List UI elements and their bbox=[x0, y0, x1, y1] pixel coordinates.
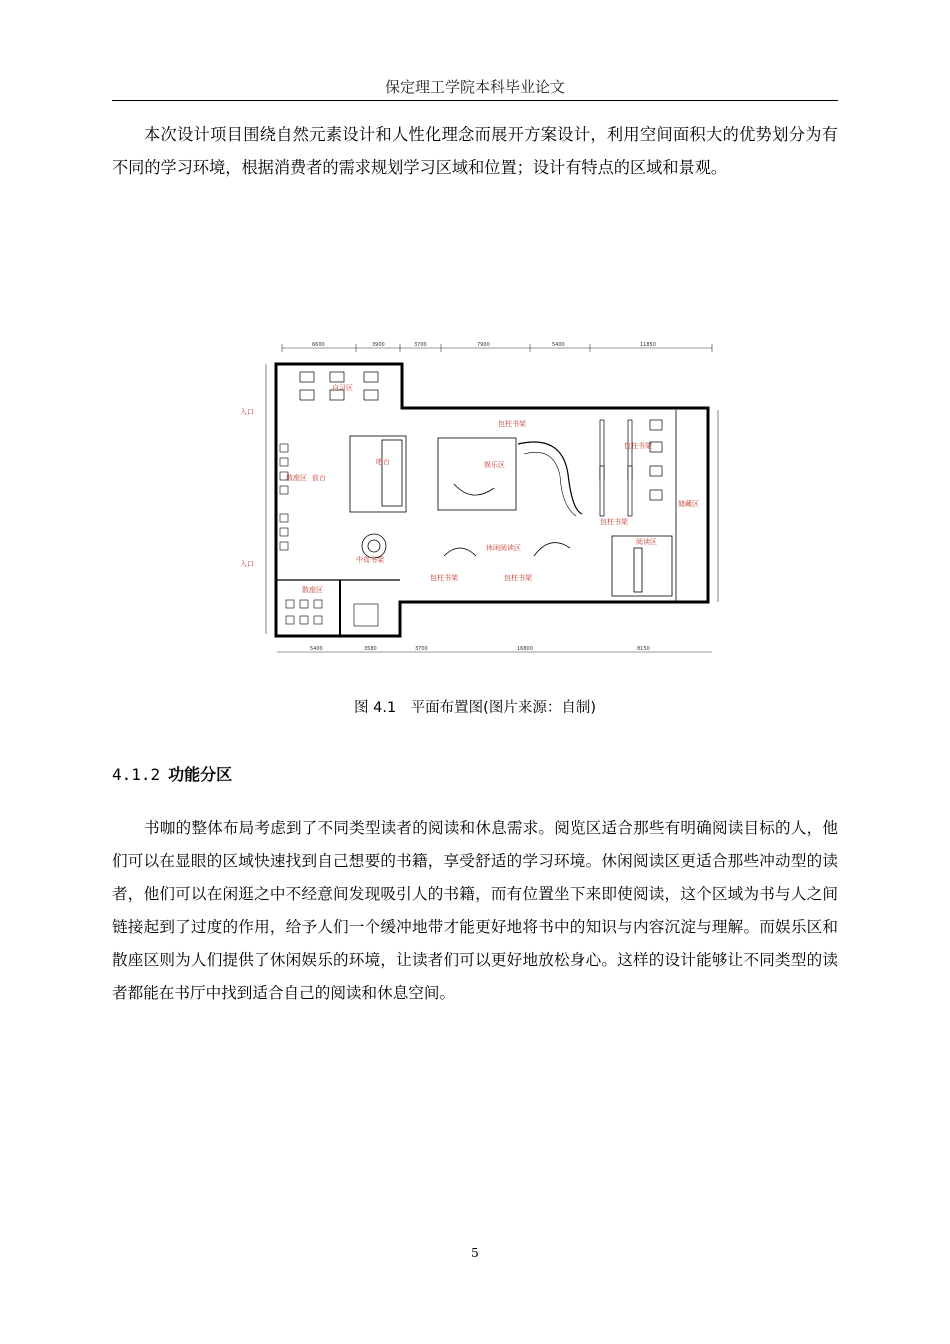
floor-plan-figure bbox=[232, 334, 726, 674]
dim-top-1: 6600 bbox=[312, 342, 325, 348]
page-number: 5 bbox=[471, 1246, 479, 1260]
label-lounge-left: 散座区 bbox=[286, 474, 307, 482]
label-bookshelf-3: 包柱书架 bbox=[600, 518, 628, 526]
figure-caption: 图 4.1 平面布置图(图片来源：自制) bbox=[354, 700, 596, 716]
label-new-books: 中岛书架 bbox=[356, 556, 384, 564]
floor-plan-drawing bbox=[232, 334, 726, 674]
label-bookshelf-4: 包柱书架 bbox=[430, 574, 458, 582]
section-number: 4.1.2 bbox=[112, 765, 161, 784]
dim-top-3: 3700 bbox=[414, 342, 427, 348]
label-front-desk: 前台 bbox=[312, 474, 326, 482]
dim-top-5: 5400 bbox=[552, 342, 565, 348]
label-bookshelf-1: 包柱书架 bbox=[498, 420, 526, 428]
label-collection: 储藏区 bbox=[678, 500, 699, 508]
label-lounge-bottom: 散座区 bbox=[302, 586, 323, 594]
dim-bottom-3: 3700 bbox=[415, 646, 428, 652]
section-heading bbox=[112, 762, 232, 785]
dim-bottom-2: 3580 bbox=[364, 646, 377, 652]
label-bookshelf-2: 包柱书架 bbox=[624, 442, 652, 450]
dim-top-2: 3900 bbox=[372, 342, 385, 348]
section-title: 功能分区 bbox=[168, 765, 233, 784]
body-paragraph: 书咖的整体布局考虑到了不同类型读者的阅读和休息需求。阅览区适合那些有明确阅读目标的人，他们可以在显眼的区域快速找到自己想要的书籍，享受舒适的学习环境。休闲阅读区更适合那些冲动型的读者，他们可以在闲逛之中不经意间发现吸引人的书籍，而有位置坐下来即使阅读，这个区域为书与人之间链接起到了过度的作用，给予人们一个缓冲地带才能更好地将书中的知识与内容沉淀与理解。而娱乐区和散座区则为人们提供了休闲娱乐的环境，让读者们可以更好地放松身心。这样的设计能够让不同类型的读者都能在书厅中找到适合自己的阅读和休息空间。 bbox=[112, 819, 838, 1002]
label-entrance-bottom: 入口 bbox=[240, 560, 254, 568]
label-study-zone: 自习区 bbox=[332, 384, 353, 392]
label-reading-zone: 阅读区 bbox=[636, 538, 657, 546]
dim-bottom-1: 5400 bbox=[310, 646, 323, 652]
page-header: 保定理工学院本科毕业论文 bbox=[384, 78, 565, 96]
label-bar: 吧台 bbox=[376, 458, 390, 466]
dim-top-6: 11850 bbox=[640, 342, 656, 348]
label-entrance-top: 入口 bbox=[240, 408, 254, 416]
label-entertainment: 娱乐区 bbox=[484, 461, 505, 469]
label-casual-reading: 休闲阅读区 bbox=[486, 544, 521, 552]
dim-bottom-5: 8150 bbox=[637, 646, 650, 652]
dim-bottom-4: 16800 bbox=[517, 646, 533, 652]
header-rule bbox=[112, 100, 838, 101]
dim-top-4: 7900 bbox=[477, 342, 490, 348]
intro-paragraph: 本次设计项目围绕自然元素设计和人性化理念而展开方案设计，利用空间面积大的优势划分为有不同的学习环境，根据消费者的需求规划学习区域和位置；设计有特点的区域和景观。 bbox=[112, 125, 838, 177]
label-bookshelf-5: 包柱书架 bbox=[504, 574, 532, 582]
